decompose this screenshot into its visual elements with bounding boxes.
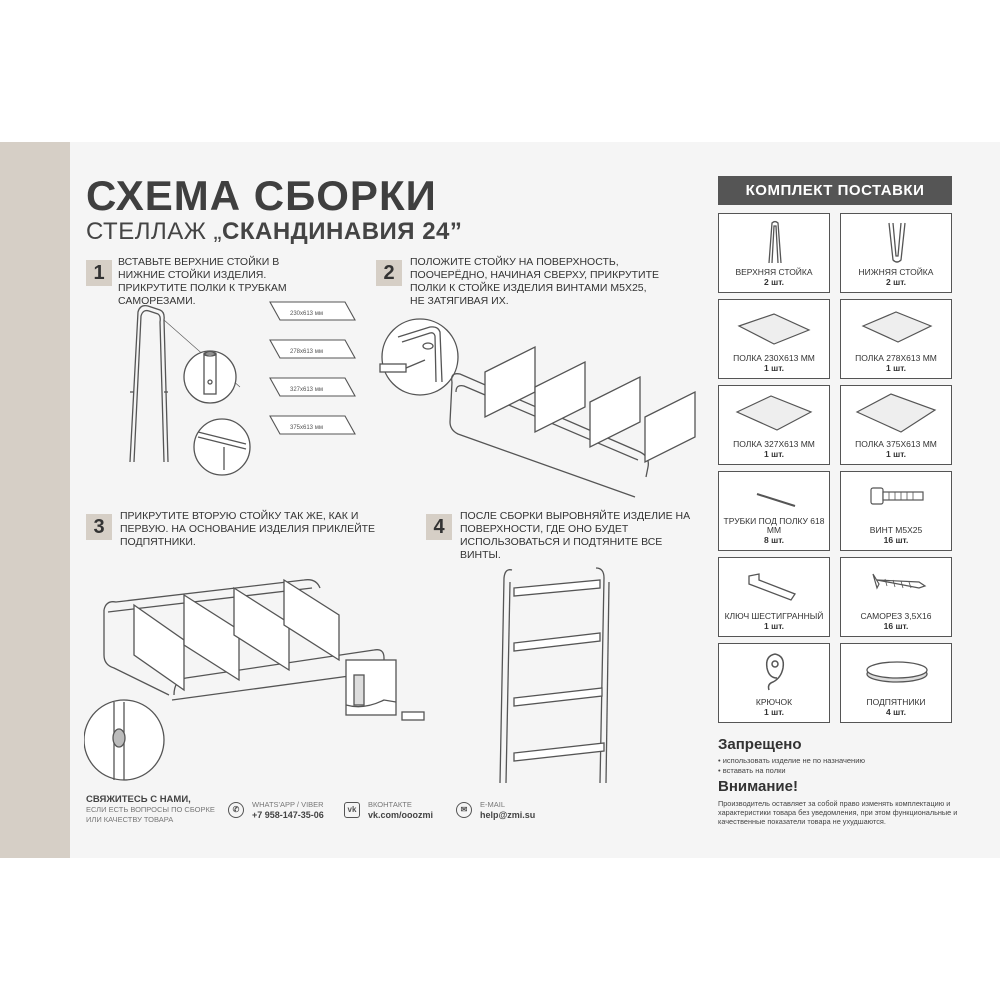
assembly-sheet <box>0 142 1000 858</box>
whatsapp-icon: ✆ <box>228 802 244 818</box>
kit-item-qty: 1 шт. <box>886 362 906 373</box>
side-strip <box>0 142 70 858</box>
step-1-number: 1 <box>86 260 112 286</box>
kit-item-qty: 1 шт. <box>764 362 784 373</box>
shelf-label-4: 375х613 мм <box>290 425 323 431</box>
contact-sub: ЕСЛИ ЕСТЬ ВОПРОСЫ ПО СБОРКЕ ИЛИ КАЧЕСТВУ ТОВАРА <box>86 805 215 824</box>
whatsapp-value: +7 958-147-35-06 <box>252 810 324 820</box>
kit-item-name: ПОЛКА 230Х613 ММ <box>733 353 815 363</box>
step-1-diagram <box>120 292 370 492</box>
kit-item-qty: 1 шт. <box>764 620 784 631</box>
contact-whatsapp[interactable] <box>228 800 324 820</box>
screw-icon <box>841 562 953 612</box>
lower-post-icon <box>841 218 953 268</box>
kit-item-name: ПОЛКА 375Х613 ММ <box>855 439 937 449</box>
kit-item-name: САМОРЕЗ 3,5Х16 <box>860 611 932 621</box>
kit-item-qty: 1 шт. <box>764 706 784 717</box>
shelf-icon <box>719 390 831 440</box>
kit-item-bolt <box>840 471 952 551</box>
subtitle-prefix: СТЕЛЛАЖ „ <box>86 218 223 245</box>
kit-item-qty: 2 шт. <box>764 276 784 287</box>
step-1-text: ВСТАВЬТЕ ВЕРХНИЕ СТОЙКИ В НИЖНИЕ СТОЙКИ ИЗДЕЛИЯ. ПРИКРУТИТЕ ПОЛКИ К ТРУБКАМ САМОРЕЗАМИ. <box>118 256 287 307</box>
kit-item-tubes <box>718 471 830 551</box>
shelf-label-1: 230х613 мм <box>290 311 323 317</box>
step-3-text: ПРИКРУТИТЕ ВТОРУЮ СТОЙКУ ТАК ЖЕ, КАК И ПЕРВУЮ. НА ОСНОВАНИЕ ИЗДЕЛИЯ ПРИКЛЕЙТЕ ПОДПЯТНИКИ. <box>120 510 376 548</box>
page-subtitle <box>86 218 462 246</box>
kit-item-name: НИЖНЯЯ СТОЙКА <box>858 267 934 277</box>
step-3-diagram <box>84 560 444 790</box>
forbidden-list <box>718 756 865 776</box>
upper-post-icon <box>719 218 831 268</box>
kit-item-name: ВИНТ М5Х25 <box>869 525 923 535</box>
vk-icon: vk <box>344 802 360 818</box>
kit-item-name: ВЕРХНЯЯ СТОЙКА <box>735 267 813 277</box>
shelf-icon <box>719 304 831 354</box>
kit-item-screw <box>840 557 952 637</box>
kit-item-hex-key <box>718 557 830 637</box>
bolt-icon <box>841 476 953 526</box>
kit-item-lower-post <box>840 213 952 293</box>
shelf-label-2: 278х613 мм <box>290 349 323 355</box>
vk-value: vk.com/ooozmi <box>368 810 434 820</box>
whatsapp-label: WHATS'APP / VIBER <box>252 800 324 809</box>
email-value: help@zmi.su <box>480 810 536 820</box>
subtitle-product-name: СКАНДИНАВИЯ 24” <box>222 218 463 245</box>
kit-item-shelf-375 <box>840 385 952 465</box>
kit-item-foot-pad <box>840 643 952 723</box>
shelf-icon <box>841 304 953 354</box>
kit-item-qty: 2 шт. <box>886 276 906 287</box>
email-icon: ✉ <box>456 802 472 818</box>
kit-item-name: ПОЛКА 278Х613 ММ <box>855 353 937 363</box>
contact-block <box>86 794 226 825</box>
kit-item-qty: 16 шт. <box>883 620 909 631</box>
kit-item-shelf-230 <box>718 299 830 379</box>
kit-item-upper-post <box>718 213 830 293</box>
vk-label: ВКОНТАКТЕ <box>368 800 412 809</box>
step-3-number: 3 <box>86 514 112 540</box>
step-4-text: ПОСЛЕ СБОРКИ ВЫРОВНЯЙТЕ ИЗДЕЛИЕ НА ПОВЕРХНОСТИ, ГДЕ ОНО БУДЕТ ИСПОЛЬЗОВАТЬСЯ И ПОДТЯНИТЕ ВСЕ ВИНТЫ. <box>460 510 691 561</box>
shelf-icon <box>841 390 953 440</box>
email-label: E-MAIL <box>480 800 506 809</box>
step-2-number: 2 <box>376 260 402 286</box>
attention-title: Внимание! <box>718 778 798 795</box>
forbidden-title: Запрещено <box>718 736 802 753</box>
kit-item-name: ТРУБКИ ПОД ПОЛКУ 618 ММ <box>723 515 825 535</box>
step-2-text: ПОЛОЖИТЕ СТОЙКУ НА ПОВЕРХНОСТЬ, ПООЧЕРЁДНО, НАЧИНАЯ СВЕРХУ, ПРИКРУТИТЕ ПОЛКИ К СТОЙКЕ ИЗДЕЛИЯ ВИНТАМИ М5Х25, НЕ ЗАТЯГИВАЯ ИХ. <box>410 256 660 307</box>
kit-item-shelf-278 <box>840 299 952 379</box>
kit-item-name: КЛЮЧ ШЕСТИГРАННЫЙ <box>724 611 824 621</box>
step-2-diagram <box>370 302 700 502</box>
hex-key-icon <box>719 562 831 612</box>
forbidden-item: • использовать изделие не по назначению <box>718 756 866 765</box>
kit-item-hook <box>718 643 830 723</box>
step-4-diagram <box>492 558 622 788</box>
contact-vk[interactable] <box>344 800 434 820</box>
kit-header: КОМПЛЕКТ ПОСТАВКИ <box>718 176 952 205</box>
kit-item-qty: 8 шт. <box>764 534 784 545</box>
step-4-number: 4 <box>426 514 452 540</box>
page-title: СХЕМА СБОРКИ <box>86 172 437 219</box>
kit-item-name: ПОЛКА 327Х613 ММ <box>733 439 815 449</box>
forbidden-item-text: использовать изделие не по назначению <box>722 756 866 765</box>
attention-text: Производитель оставляет за собой право изменять комплектацию и характеристики товара без уведомления, при этом функциональные и качественные показатели товара не ухудшаются. <box>718 799 958 826</box>
contact-email[interactable] <box>456 800 536 820</box>
foot-pad-icon <box>841 648 953 698</box>
kit-item-qty: 1 шт. <box>764 448 784 459</box>
kit-item-name: КРЮЧОК <box>755 697 793 707</box>
kit-item-shelf-327 <box>718 385 830 465</box>
contact-head: СВЯЖИТЕСЬ С НАМИ, <box>86 794 191 805</box>
kit-item-qty: 16 шт. <box>883 534 909 545</box>
kit-item-name: ПОДПЯТНИКИ <box>866 697 926 707</box>
shelf-label-3: 327х613 мм <box>290 387 323 393</box>
forbidden-item-text: вставать на полки <box>722 766 786 775</box>
kit-item-qty: 1 шт. <box>886 448 906 459</box>
forbidden-item: • вставать на полки <box>718 766 786 775</box>
hook-icon <box>719 648 831 698</box>
kit-item-qty: 4 шт. <box>886 706 906 717</box>
